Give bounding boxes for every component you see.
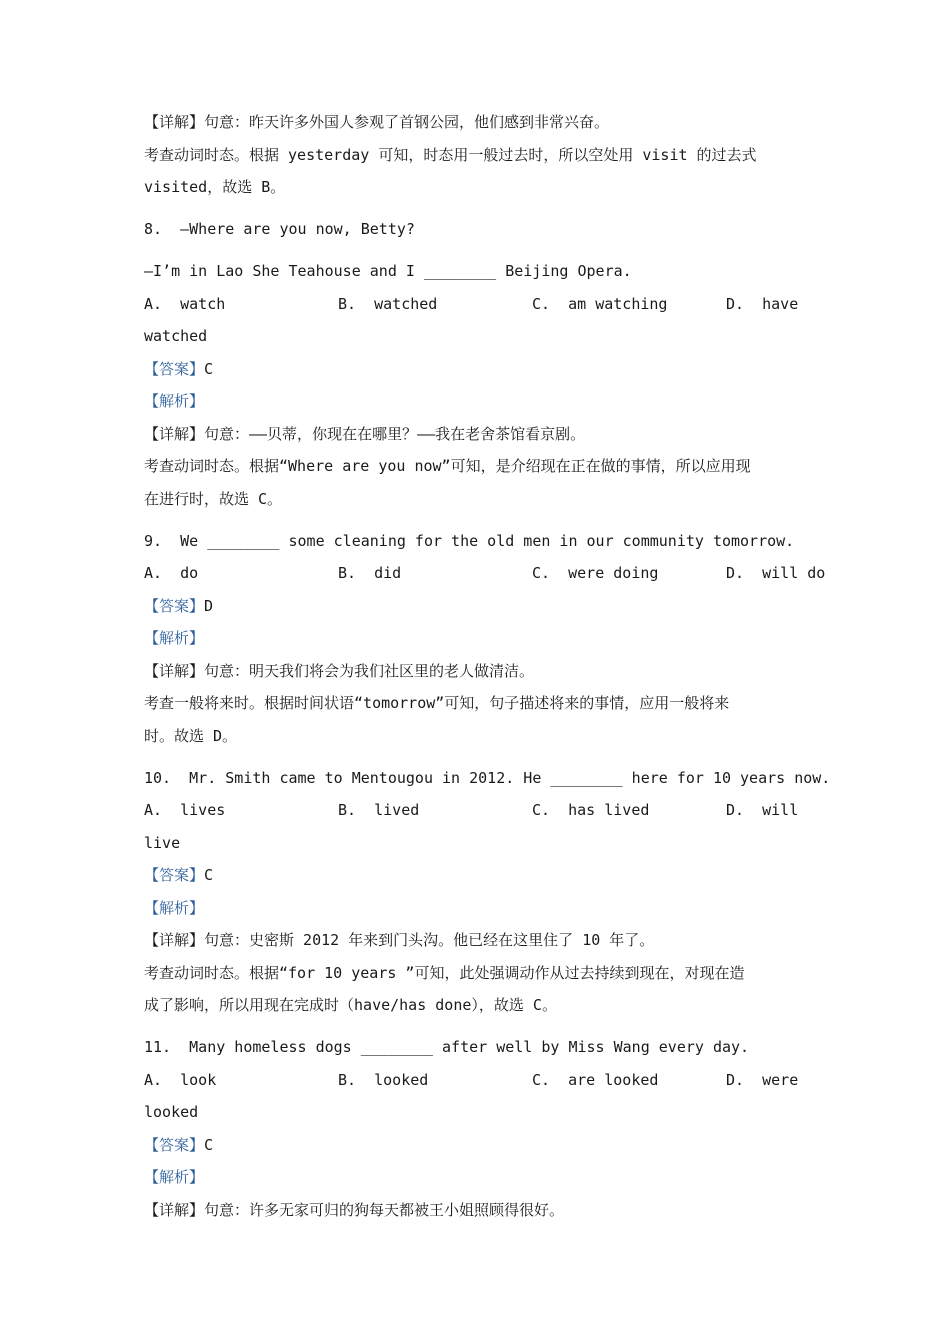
q8-stem: 8. —Where are you now, Betty? — [144, 220, 415, 238]
q8-options — [144, 294, 814, 314]
answer-value: C — [204, 359, 214, 378]
q10-analysis-tag: 【解析】 — [144, 898, 205, 917]
q10-option-b: B. lived — [338, 801, 420, 819]
q10-option-wrap: live — [144, 833, 181, 852]
q8-option-wrap: watched — [144, 327, 208, 345]
q9-explain-1: 考查一般将来时。根据时间状语“tomorrow”可知，句子描述将来的事情，应用一般将来 — [144, 694, 730, 712]
q9-detail: 【详解】句意：明天我们将会为我们社区里的老人做清洁。 — [144, 661, 535, 680]
q9-option-b: B. did — [338, 564, 402, 582]
q9-option-c: C. were doing — [532, 564, 659, 582]
q11-options — [144, 1070, 814, 1090]
q10-option-d: D. will — [726, 801, 799, 819]
q8-stem-2: —I’m in Lao She Teahouse and I ________ Beijing Opera. — [144, 262, 632, 280]
q11-option-b: B. looked — [338, 1070, 429, 1089]
answer-tag: 【答案】 — [144, 359, 205, 378]
q8-option-c: C. am watching — [532, 294, 668, 313]
q8-explain-2: 在进行时，故选 C。 — [144, 489, 283, 508]
answer-tag: 【答案】 — [144, 866, 205, 884]
q11-analysis-tag: 【解析】 — [144, 1168, 205, 1186]
q10-option-a: A. lives — [144, 801, 226, 819]
q9-options — [144, 563, 826, 583]
q10-stem: 10. Mr. Smith came to Mentougou in 2012. He ________ here for 10 years now. — [144, 768, 831, 787]
q9-option-d: D. will do — [726, 564, 826, 582]
q8-answer — [144, 359, 814, 379]
q9-answer — [144, 596, 814, 616]
q11-stem: 11. Many homeless dogs ________ after well by Miss Wang every day. — [144, 1038, 750, 1056]
q9-stem: 9. We ________ some cleaning for the old men in our community tomorrow. — [144, 531, 795, 550]
answer-tag: 【答案】 — [144, 1135, 205, 1154]
q11-answer — [144, 1135, 814, 1155]
q8-analysis-tag: 【解析】 — [144, 392, 205, 410]
q10-options — [144, 800, 814, 820]
q9-option-a: A. do — [144, 564, 199, 582]
q8-option-b: B. watched — [338, 294, 438, 313]
q8-option-a: A. watch — [144, 294, 226, 313]
q8-detail: 【详解】句意：——贝蒂，你现在在哪里？——我在老舍茶馆看京剧。 — [144, 424, 586, 443]
q10-explain-2: 成了影响，所以用现在完成时（have/has done），故选 C。 — [144, 996, 557, 1014]
answer-value: C — [204, 866, 214, 884]
q7-detail: 【详解】句意：昨天许多外国人参观了首钢公园，他们感到非常兴奋。 — [144, 113, 610, 131]
q9-explain-2: 时。故选 D。 — [144, 726, 238, 745]
q11-option-c: C. are looked — [532, 1070, 659, 1089]
answer-tag: 【答案】 — [144, 596, 205, 615]
q10-detail: 【详解】句意：史密斯 2012 年来到门头沟。他已经在这里住了 10 年了。 — [144, 931, 655, 949]
q8-option-d: D. have — [726, 294, 799, 313]
q10-answer — [144, 865, 814, 885]
q8-explain-1: 考查动词时态。根据“Where are you now”可知，是介绍现在正在做的事情，所以应用现 — [144, 457, 751, 475]
q10-explain-1: 考查动词时态。根据“for 10 years ”可知，此处强调动作从过去持续到现在，对现在造 — [144, 963, 745, 982]
q9-analysis-tag: 【解析】 — [144, 629, 205, 647]
document-page — [144, 112, 831, 1220]
q11-option-d: D. were — [726, 1070, 799, 1089]
answer-value: C — [204, 1135, 214, 1154]
q7-explain-1: 考查动词时态。根据 yesterday 可知，时态用一般过去时，所以空处用 visit 的过去式 — [144, 145, 757, 164]
answer-value: D — [204, 596, 214, 615]
q11-option-a: A. look — [144, 1070, 217, 1089]
q11-detail: 【详解】句意：许多无家可归的狗每天都被王小姐照顾得很好。 — [144, 1200, 565, 1219]
q11-option-wrap: looked — [144, 1103, 199, 1121]
q7-explain-2: visited，故选 B。 — [144, 178, 286, 196]
q10-option-c: C. has lived — [532, 801, 650, 819]
